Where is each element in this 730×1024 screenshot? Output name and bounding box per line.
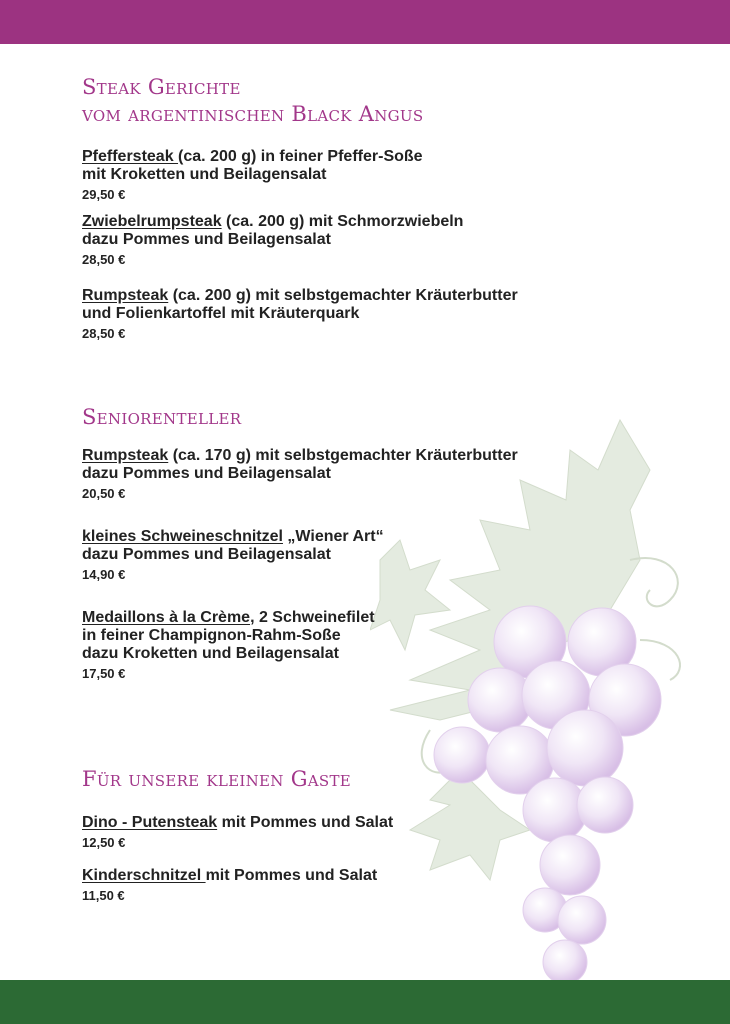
- item-price: 20,50 €: [82, 486, 126, 501]
- top-color-bar: [0, 0, 730, 44]
- item-price: 11,50 €: [82, 888, 125, 903]
- menu-item-dino-putensteak: Dino - Putensteak mit Pommes und Salat 12,50 €: [82, 814, 602, 852]
- menu-item-zwiebelrumpsteak: Zwiebelrumpsteak (ca. 200 g) mit Schmorzwiebeln dazu Pommes und Beilagensalat 28,50 €: [82, 213, 602, 269]
- section-title-kinder: Für unsere kleinen Gaste: [82, 767, 352, 791]
- section-title-steak: Steak Gerichte vom argentinischen Black Angus: [82, 75, 424, 126]
- item-price: 28,50 €: [82, 326, 126, 341]
- menu-item-rumpsteak-senior: Rumpsteak (ca. 170 g) mit selbstgemachter Kräuterbutter dazu Pommes und Beilagensalat 20,50 €: [82, 447, 602, 503]
- item-price: 12,50 €: [82, 835, 126, 850]
- menu-item-schweineschnitzel: kleines Schweineschnitzel „Wiener Art“ dazu Pommes und Beilagensalat 14,90 €: [82, 528, 602, 584]
- item-price: 28,50 €: [82, 252, 126, 267]
- menu-item-kinderschnitzel: Kinderschnitzel mit Pommes und Salat 11,50 €: [82, 867, 602, 905]
- item-price: 29,50 €: [82, 187, 126, 202]
- item-price: 17,50 €: [82, 666, 126, 681]
- menu-item-rumpsteak: Rumpsteak (ca. 200 g) mit selbstgemachter Kräuterbutter und Folienkartoffel mit Kräuterquark 28,50 €: [82, 287, 602, 343]
- menu-item-pfeffersteak: Pfeffersteak (ca. 200 g) in feiner Pfeffer-Soße mit Kroketten und Beilagensalat 29,50 €: [82, 148, 602, 204]
- menu-item-medaillons: Medaillons à la Crème, 2 Schweinefilet in feiner Champignon-Rahm-Soße dazu Kroketten und Beilagensalat 17,50 €: [82, 609, 602, 683]
- section-title-senioren: Seniorenteller: [82, 405, 242, 429]
- bottom-color-bar: [0, 980, 730, 1024]
- item-price: 14,90 €: [82, 567, 126, 582]
